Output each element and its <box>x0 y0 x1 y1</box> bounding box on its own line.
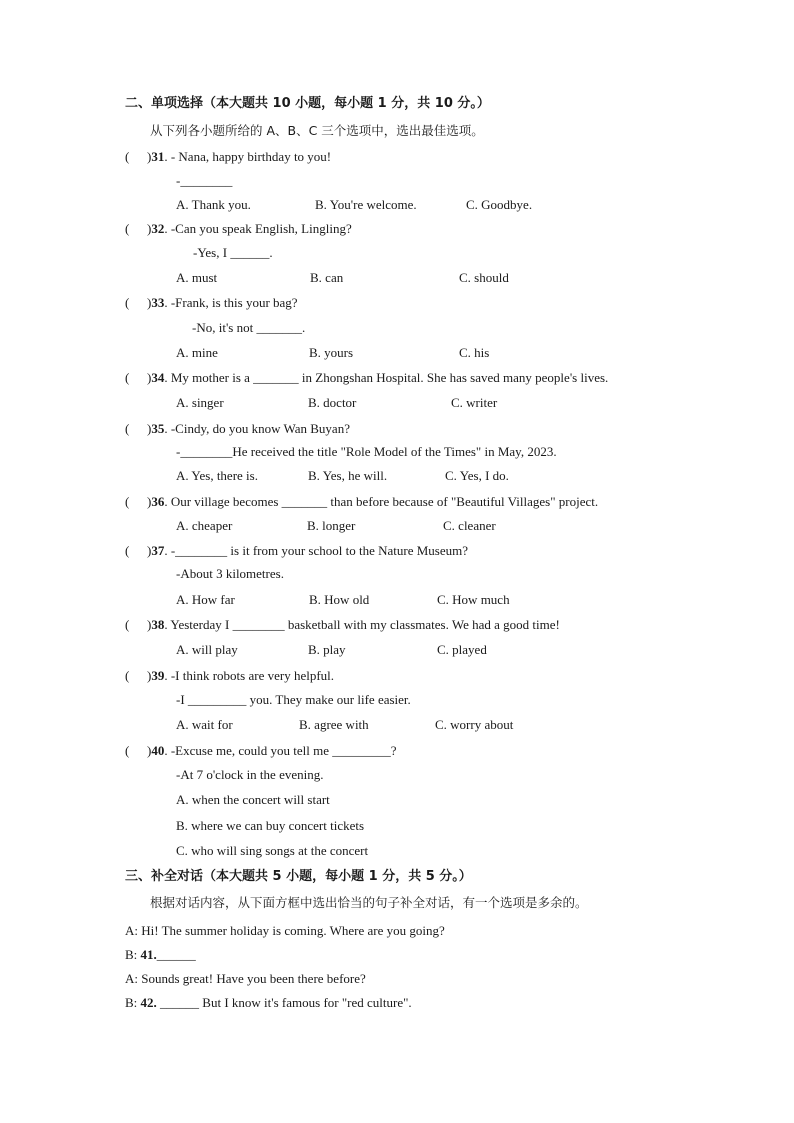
question-stem: . - Nana, happy birthday to you! <box>164 149 332 164</box>
question-number: 35 <box>151 421 165 436</box>
option-a[interactable]: A. mine <box>176 345 218 360</box>
option-c[interactable]: C. his <box>459 345 490 360</box>
question-stem: . My mother is a _______ in Zhongshan Hospital. She has saved many people's lives. <box>164 370 609 385</box>
question-33-reply: -No, it's not _______. <box>192 320 306 335</box>
question-35: ( )35. -Cindy, do you know Wan Buyan? <box>125 421 350 436</box>
option-c[interactable]: C. How much <box>437 592 510 607</box>
section-3-title: 三、补全对话 <box>125 869 204 884</box>
option-a[interactable]: A. when the concert will start <box>176 792 330 807</box>
section-3-instruction: 根据对话内容，从下面方框中选出恰当的句子补全对话，有一个选项是多余的。 <box>150 895 588 910</box>
question-31-reply: -________ <box>176 173 233 188</box>
section-2-title: 二、单项选择 <box>125 96 204 111</box>
option-b[interactable]: B. yours <box>309 345 354 360</box>
option-a[interactable]: A. will play <box>176 642 238 657</box>
option-a[interactable]: A. singer <box>176 395 224 410</box>
question-stem: . -Cindy, do you know Wan Buyan? <box>164 421 350 436</box>
question-stem: . -Excuse me, could you tell me _________? <box>164 743 397 758</box>
question-37: ( )37. -________ is it from your school to the Nature Museum? <box>125 543 468 558</box>
option-c[interactable]: C. should <box>459 270 509 285</box>
option-a[interactable]: A. wait for <box>176 717 233 732</box>
answer-blank[interactable]: ______ But I know it's famous for "red culture". <box>156 995 412 1010</box>
question-stem: . Our village becomes _______ than before because of "Beautiful Villages" project. <box>164 494 599 509</box>
option-a[interactable]: A. must <box>176 270 218 285</box>
speaker-label: B: <box>125 995 138 1010</box>
dialogue-line <box>125 995 412 1011</box>
question-number: 36 <box>151 494 165 509</box>
question-33: ( )33. -Frank, is this your bag? <box>125 295 298 310</box>
question-39: ( )39. -I think robots are very helpful. <box>125 668 335 683</box>
option-a[interactable]: A. cheaper <box>176 518 233 533</box>
blank-number: 41. <box>140 947 157 962</box>
question-36: ( )36. Our village becomes _______ than before because of "Beautiful Villages" project. <box>125 494 599 509</box>
blank-number: 42. <box>140 995 157 1010</box>
option-b[interactable]: B. Yes, he will. <box>308 468 388 483</box>
question-stem: . -Frank, is this your bag? <box>164 295 298 310</box>
question-stem: . Yesterday I ________ basketball with my classmates. We had a good time! <box>164 617 560 632</box>
option-b[interactable]: B. play <box>308 642 346 657</box>
option-b[interactable]: B. where we can buy concert tickets <box>176 818 365 833</box>
option-c[interactable]: C. cleaner <box>443 518 496 533</box>
option-b[interactable]: B. How old <box>309 592 370 607</box>
question-number: 39 <box>151 668 165 683</box>
option-b[interactable]: B. You're welcome. <box>315 197 417 212</box>
section-3-heading <box>125 869 472 885</box>
question-stem: . -Can you speak English, Lingling? <box>164 221 352 236</box>
question-37-reply: -About 3 kilometres. <box>176 566 284 581</box>
option-b[interactable]: B. longer <box>307 518 356 533</box>
question-40: ( )40. -Excuse me, could you tell me _________? <box>125 743 397 758</box>
question-40-reply: -At 7 o'clock in the evening. <box>176 767 324 782</box>
dialogue-line: A: Hi! The summer holiday is coming. Where are you going? <box>125 923 445 938</box>
question-34: ( )34. My mother is a _______ in Zhongshan Hospital. She has saved many people's lives. <box>125 370 609 385</box>
speaker-label: A: <box>125 971 138 986</box>
question-38: ( )38. Yesterday I ________ basketball with my classmates. We had a good time! <box>125 617 560 632</box>
option-c[interactable]: C. Yes, I do. <box>445 468 509 483</box>
section-3-note: （本大题共 5 小题，每小题 1 分，共 5 分。） <box>203 869 472 884</box>
question-35-reply: -________He received the title "Role Model of the Times" in May, 2023. <box>176 444 557 459</box>
question-number: 34 <box>151 370 165 385</box>
section-2-note: （本大题共 10 小题，每小题 1 分，共 10 分。） <box>203 96 490 111</box>
option-c[interactable]: C. who will sing songs at the concert <box>176 843 369 858</box>
option-b[interactable]: B. agree with <box>299 717 369 732</box>
section-2-heading <box>125 96 490 112</box>
option-a[interactable]: A. How far <box>176 592 235 607</box>
option-b[interactable]: B. can <box>310 270 344 285</box>
dialogue-line <box>125 947 196 963</box>
question-stem: . -________ is it from your school to the Nature Museum? <box>164 543 468 558</box>
question-31: ( )31. - Nana, happy birthday to you! <box>125 149 332 164</box>
question-number: 37 <box>151 543 165 558</box>
question-32-reply: -Yes, I ______. <box>193 245 273 260</box>
question-32: ( )32. -Can you speak English, Lingling? <box>125 221 352 236</box>
question-stem: . -I think robots are very helpful. <box>164 668 335 683</box>
option-c[interactable]: C. Goodbye. <box>466 197 533 212</box>
option-c[interactable]: C. worry about <box>435 717 514 732</box>
dialogue-line: A: Sounds great! Have you been there before? <box>125 971 366 986</box>
question-number: 38 <box>151 617 165 632</box>
option-a[interactable]: A. Thank you. <box>176 197 251 212</box>
option-a[interactable]: A. Yes, there is. <box>176 468 258 483</box>
question-39-reply: -I _________ you. They make our life easier. <box>176 692 411 707</box>
question-number: 31 <box>151 149 165 164</box>
speaker-label: B: <box>125 947 138 962</box>
section-2-instruction: 从下列各小题所给的 A、B、C 三个选项中，选出最佳选项。 <box>150 123 484 138</box>
option-c[interactable]: C. writer <box>451 395 498 410</box>
question-number: 40 <box>151 743 165 758</box>
question-number: 32 <box>151 221 165 236</box>
speaker-label: A: <box>125 923 138 938</box>
option-b[interactable]: B. doctor <box>308 395 357 410</box>
option-c[interactable]: C. played <box>437 642 487 657</box>
question-number: 33 <box>151 295 165 310</box>
answer-blank[interactable]: ______ <box>156 947 196 962</box>
